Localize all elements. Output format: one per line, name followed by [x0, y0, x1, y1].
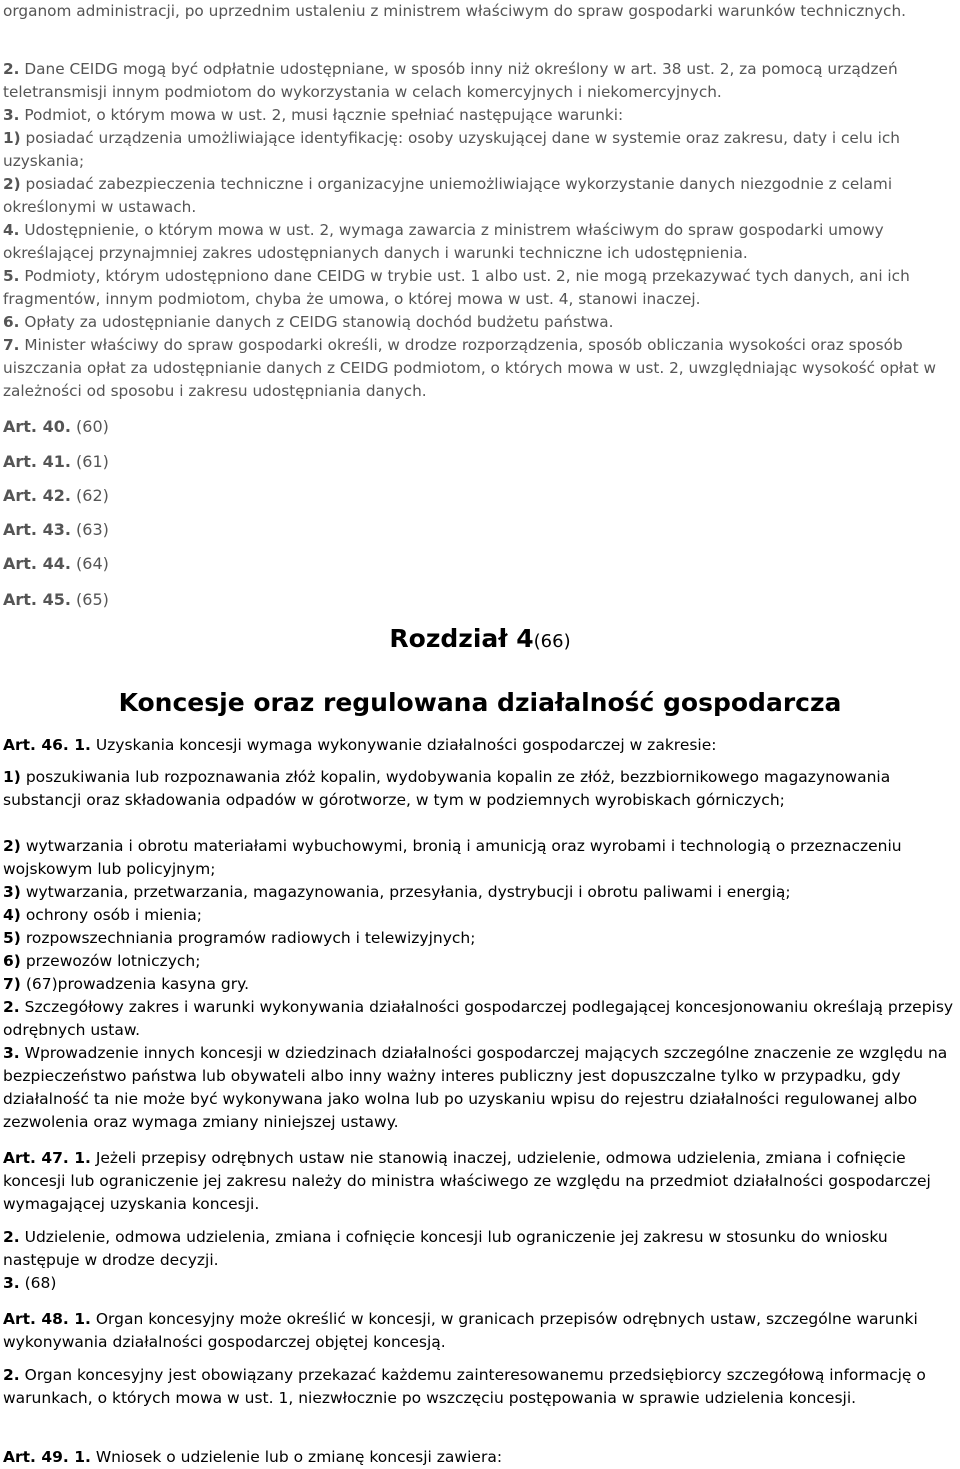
point-number: 2) [3, 837, 21, 855]
footnote-ref: (63) [76, 520, 109, 539]
point-text: ochrony osób i mienia; [25, 906, 202, 924]
paragraph-text: Organ koncesyjny może określić w koncesji, w granicach przepisów odrębnych ustaw, szczególne warunki wykonywania działalności gospodarczej objętej koncesją. [3, 1310, 918, 1351]
list-item [3, 973, 954, 996]
paragraph-number: 6. [3, 313, 20, 331]
point-text: (67)prowadzenia kasyna gry. [25, 975, 250, 993]
article-48-paragraph-1 [3, 1308, 954, 1354]
paragraph-number: 2. [3, 998, 20, 1016]
article-label: Art. 45. [3, 590, 71, 609]
paragraph-text: Udostępnienie, o którym mowa w ust. 2, wymaga zawarcia z ministrem właściwym do spraw gospodarki umowy określającej przynajmniej zakres udostępnianych danych i warunki techniczne ich udostępnienia. [3, 221, 884, 262]
point-1 [3, 127, 954, 173]
point-text: wytwarzania i obrotu materiałami wybuchowymi, bronią i amunicją oraz wyrobami i technologią o przeznaczeniu wojskowym lub policyjnym; [3, 837, 902, 878]
article-label: Art. 43. [3, 520, 71, 539]
article-40 [3, 416, 109, 438]
footnote-ref: (65) [76, 590, 109, 609]
point-number: 2) [3, 175, 21, 193]
paragraph-text: Minister właściwy do spraw gospodarki określi, w drodze rozporządzenia, sposób obliczania wysokości oraz sposób uiszczania opłat za udostępnianie danych z CEIDG podmiotom, o których mowa w ust. 2, uwzględniając wysokość opłat w zależności od sposobu i zakresu udostępniania danych. [3, 336, 937, 400]
paragraph-text: Udzielenie, odmowa udzielenia, zmiana i cofnięcie koncesji lub ograniczenie jej zakresu w stosunku do wniosku następuje w drodze decyzji. [3, 1228, 888, 1269]
paragraph-text: Jeżeli przepisy odrębnych ustaw nie stanowią inaczej, udzielenie, odmowa udzielenia, zmiana i cofnięcie koncesji lub ograniczenie jej zakresu należy do ministra właściwego ze względu na przedmiot działalności gospodarczej wymagającej uzyskania koncesji. [3, 1149, 931, 1213]
article-42 [3, 485, 109, 507]
article-48-paragraph-2 [3, 1364, 954, 1410]
article-47-paragraph-1 [3, 1147, 954, 1216]
list-item [3, 950, 954, 973]
paragraph-text: Dane CEIDG mogą być odpłatnie udostępniane, w sposób inny niż określony w art. 38 ust. 2, za pomocą urządzeń teletransmisji innym podmiotom do wykorzystania w celach komercyjnych i niekomercyjnych. [3, 60, 898, 101]
paragraph-7 [3, 334, 954, 403]
paragraph-text: Podmiot, o którym mowa w ust. 2, musi łącznie spełniać następujące warunki: [24, 106, 624, 124]
point-number: 6) [3, 952, 21, 970]
chapter-title [0, 622, 960, 659]
chapter-number: Rozdział 4 [389, 624, 534, 653]
footnote-ref: (61) [76, 452, 109, 471]
paragraph-2 [3, 58, 954, 104]
article-label: Art. 42. [3, 486, 71, 505]
footnote-ref: (66) [533, 631, 571, 652]
article-label: Art. 49. 1. [3, 1448, 91, 1466]
list-item [3, 766, 954, 812]
list-item [3, 835, 954, 881]
point-number: 1) [3, 129, 21, 147]
list-item [3, 927, 954, 950]
point-text: przewozów lotniczych; [25, 952, 201, 970]
article-46-paragraph-2 [3, 996, 954, 1042]
article-label: Art. 40. [3, 417, 71, 436]
paragraph-text: organom administracji, po uprzednim ustaleniu z ministrem właściwym do spraw gospodarki warunków technicznych. [3, 2, 907, 20]
paragraph-number: 3. [3, 1044, 20, 1062]
paragraph-6 [3, 311, 954, 334]
point-text: poszukiwania lub rozpoznawania złóż kopalin, wydobywania kopalin ze złóż, bezzbiornikowego magazynowania substancji oraz składowania odpadów w górotworze, w tym w podziemnych wyrobiskach górniczych; [3, 768, 891, 809]
paragraph-number: 3. [3, 1274, 20, 1292]
article-47-paragraph-3 [3, 1272, 954, 1295]
paragraph-continuation [3, 0, 954, 23]
article-label: Art. 44. [3, 554, 71, 573]
paragraph-text: (68) [24, 1274, 57, 1292]
paragraph-text: Uzyskania koncesji wymaga wykonywanie działalności gospodarczej w zakresie: [95, 736, 717, 754]
article-45 [3, 589, 109, 611]
point-text: rozpowszechniania programów radiowych i telewizyjnych; [25, 929, 476, 947]
chapter-subtitle: Koncesje oraz regulowana działalność gospodarcza [118, 688, 842, 717]
paragraph-text: Wniosek o udzielenie lub o zmianę koncesji zawiera: [95, 1448, 503, 1466]
paragraph-3 [3, 104, 954, 127]
paragraph-number: 5. [3, 267, 20, 285]
paragraph-number: 2. [3, 1228, 20, 1246]
paragraph-number: 2. [3, 1366, 20, 1384]
article-label: Art. 46. 1. [3, 736, 91, 754]
article-41 [3, 451, 109, 473]
paragraph-number: 2. [3, 60, 20, 78]
point-number: 7) [3, 975, 21, 993]
point-text: posiadać urządzenia umożliwiające identyfikację: osoby uzyskującej dane w systemie oraz zakresu, daty i celu ich uzyskania; [3, 129, 900, 170]
paragraph-4 [3, 219, 954, 265]
article-43 [3, 519, 109, 541]
point-number: 3) [3, 883, 21, 901]
point-2 [3, 173, 954, 219]
paragraph-text: Podmioty, którym udostępniono dane CEIDG w trybie ust. 1 albo ust. 2, nie mogą przekazywać tych danych, ani ich fragmentów, innym podmiotom, chyba że umowa, o której mowa w ust. 4, stanowi inaczej. [3, 267, 910, 308]
paragraph-5 [3, 265, 954, 311]
paragraph-number: 4. [3, 221, 20, 239]
article-46-paragraph-3 [3, 1042, 954, 1134]
paragraph-number: 7. [3, 336, 20, 354]
paragraph-number: 3. [3, 106, 20, 124]
point-text: posiadać zabezpieczenia techniczne i organizacyjne uniemożliwiające wykorzystanie danych niezgodnie z celami określonymi w ustawach. [3, 175, 893, 216]
article-label: Art. 47. 1. [3, 1149, 91, 1167]
point-number: 5) [3, 929, 21, 947]
footnote-ref: (62) [76, 486, 109, 505]
article-label: Art. 48. 1. [3, 1310, 91, 1328]
point-text: wytwarzania, przetwarzania, magazynowania, przesyłania, dystrybucji i obrotu paliwami i energią; [25, 883, 791, 901]
article-44 [3, 553, 109, 575]
paragraph-text: Szczegółowy zakres i warunki wykonywania działalności gospodarczej podlegającej koncesjonowaniu określają przepisy odrębnych ustaw. [3, 998, 954, 1039]
footnote-ref: (60) [76, 417, 109, 436]
article-47-paragraph-2 [3, 1226, 954, 1272]
list-item [3, 881, 954, 904]
article-label: Art. 41. [3, 452, 71, 471]
list-item [3, 904, 954, 927]
point-number: 4) [3, 906, 21, 924]
article-46-intro [3, 734, 954, 757]
paragraph-text: Organ koncesyjny jest obowiązany przekazać każdemu zainteresowanemu przedsiębiorcy szczegółową informację o warunkach, o których mowa w ust. 1, niezwłocznie po wszczęciu postępowania w sprawie udzielenia koncesji. [3, 1366, 926, 1407]
article-49-paragraph-1 [3, 1446, 954, 1469]
paragraph-text: Opłaty za udostępnianie danych z CEIDG stanowią dochód budżetu państwa. [24, 313, 614, 331]
point-number: 1) [3, 768, 21, 786]
footnote-ref: (64) [76, 554, 109, 573]
paragraph-text: Wprowadzenie innych koncesji w dziedzinach działalności gospodarczej mających szczególne znaczenie ze względu na bezpieczeństwo państwa lub obywateli albo inny ważny interes publiczny jest dopuszczalne tylko w przypadku, gdy działalność ta nie może być wykonywana jako wolna lub po uzyskaniu wpisu do rejestru działalności regulowanej albo zezwolenia oraz wymaga zmiany niniejszej ustawy. [3, 1044, 948, 1131]
